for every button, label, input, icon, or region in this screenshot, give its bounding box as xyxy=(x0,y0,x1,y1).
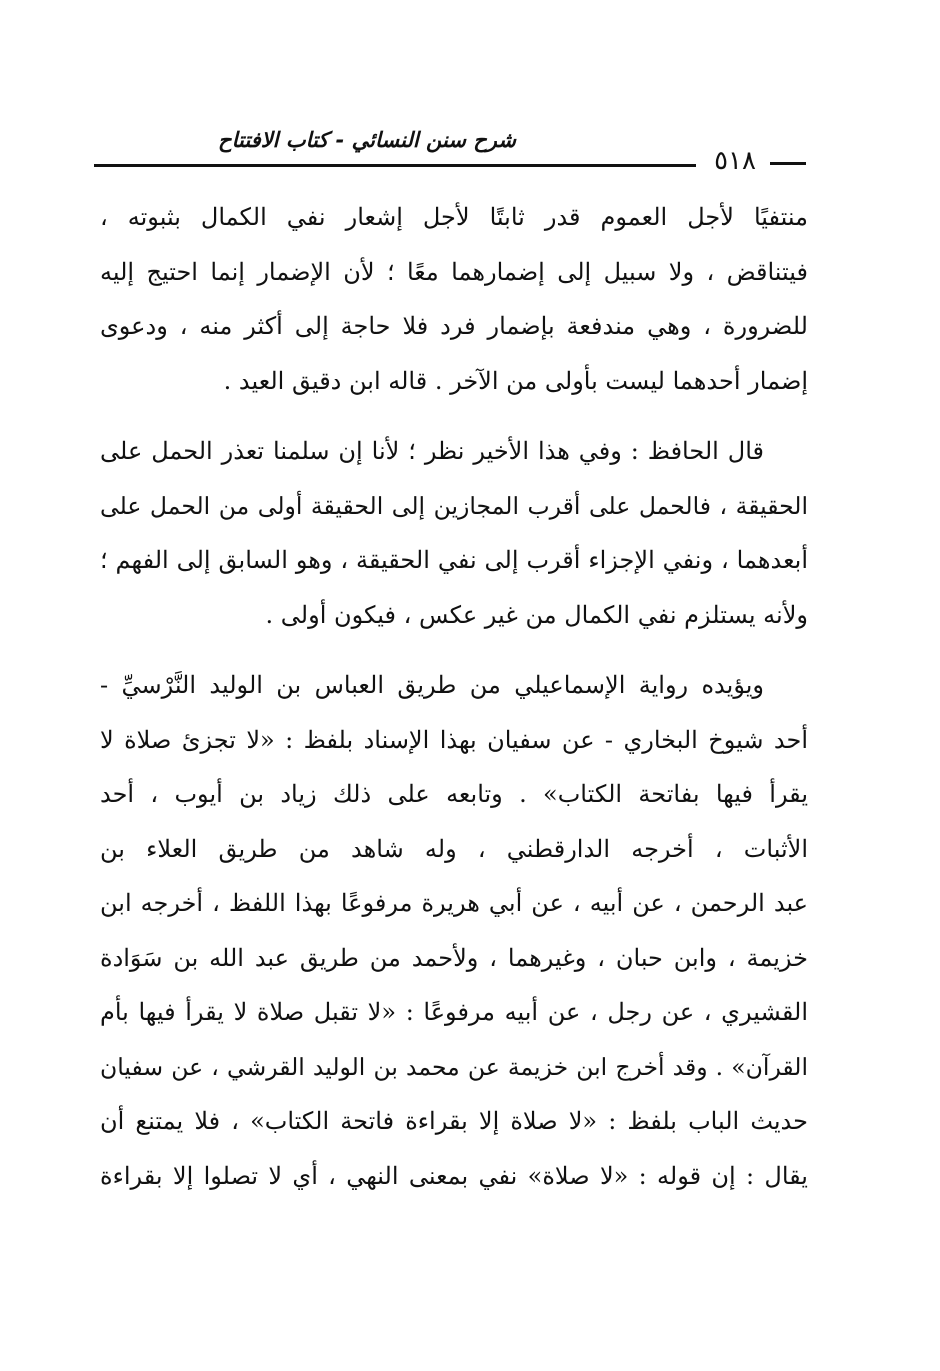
text-line: يقال : إن قوله : «لا صلاة» نفي بمعنى النهي ، أي لا تصلوا إلا بقراءة xyxy=(100,1161,808,1190)
text-line: للضرورة ، وهي مندفعة بإضمار فرد فلا حاجة إلى أكثر منه ، ودعوى xyxy=(100,312,808,340)
text-line: ولأنه يستلزم نفي الكمال من غير عكس ، فيكون أولى . xyxy=(265,600,808,629)
paragraph-3 xyxy=(100,658,808,1203)
page-number-dash xyxy=(770,162,806,165)
text-line: القرآن» . وقد أخرج ابن خزيمة عن محمد بن الوليد القرشي ، عن سفيان xyxy=(100,1052,808,1081)
text-line: خزيمة ، وابن حبان ، وغيرهما ، ولأحمد من طريق عبد الله بن سَوَادة xyxy=(100,943,808,972)
paragraph-2 xyxy=(100,424,808,642)
text-line: إضمار أحدهما ليست بأولى من الآخر . قاله ابن دقيق العيد . xyxy=(223,366,808,395)
text-line: الأثبات ، أخرجه الدارقطني ، وله شاهد من طريق العلاء بن xyxy=(100,834,808,863)
text-line: يقرأ فيها بفاتحة الكتاب» . وتابعه على ذلك زياد بن أيوب ، أحد xyxy=(100,780,808,808)
text-line: حديث الباب بلفظ : «لا صلاة إلا بقراءة فاتحة الكتاب» ، فلا يمتنع أن xyxy=(100,1107,808,1135)
text-line: عبد الرحمن ، عن أبيه ، عن أبي هريرة مرفوعًا بهذا اللفظ ، أخرجه ابن xyxy=(100,889,808,917)
text-line: أبعدهما ، ونفي الإجزاء أقرب إلى نفي الحقيقة ، وهو السابق إلى الفهم ؛ xyxy=(100,546,808,574)
paragraph-1 xyxy=(100,190,808,408)
text-line: أحد شيوخ البخاري - عن سفيان بهذا الإسناد بلفظ : «لا تجزئ صلاة لا xyxy=(100,725,808,754)
running-header-title: شرح سنن النسائي - كتاب الافتتاح xyxy=(218,128,516,152)
body-text xyxy=(100,190,808,1203)
page-number: ٥١٨ xyxy=(714,146,756,176)
text-line: ويؤيده رواية الإسماعيلي من طريق العباس بن الوليد النَّرْسيِّ - xyxy=(100,671,764,699)
text-line: فيتناقض ، ولا سبيل إلى إضمارهما معًا ؛ لأن الإضمار إنما احتيج إليه xyxy=(100,257,808,286)
header-rule xyxy=(94,164,696,167)
text-line: منتفيًا لأجل العموم قدر ثابتًا لأجل إشعار نفي الكمال بثبوته ، xyxy=(100,203,808,231)
running-header xyxy=(94,118,806,180)
text-line: القشيري ، عن رجل ، عن أبيه مرفوعًا : «لا تقبل صلاة لا يقرأ فيها بأم xyxy=(100,998,808,1026)
text-line: الحقيقة ، فالحمل على أقرب المجازين إلى الحقيقة أولى من الحمل على xyxy=(100,491,808,520)
text-line: قال الحافظ : وفي هذا الأخير نظر ؛ لأنا إن سلمنا تعذر الحمل على xyxy=(100,437,764,465)
